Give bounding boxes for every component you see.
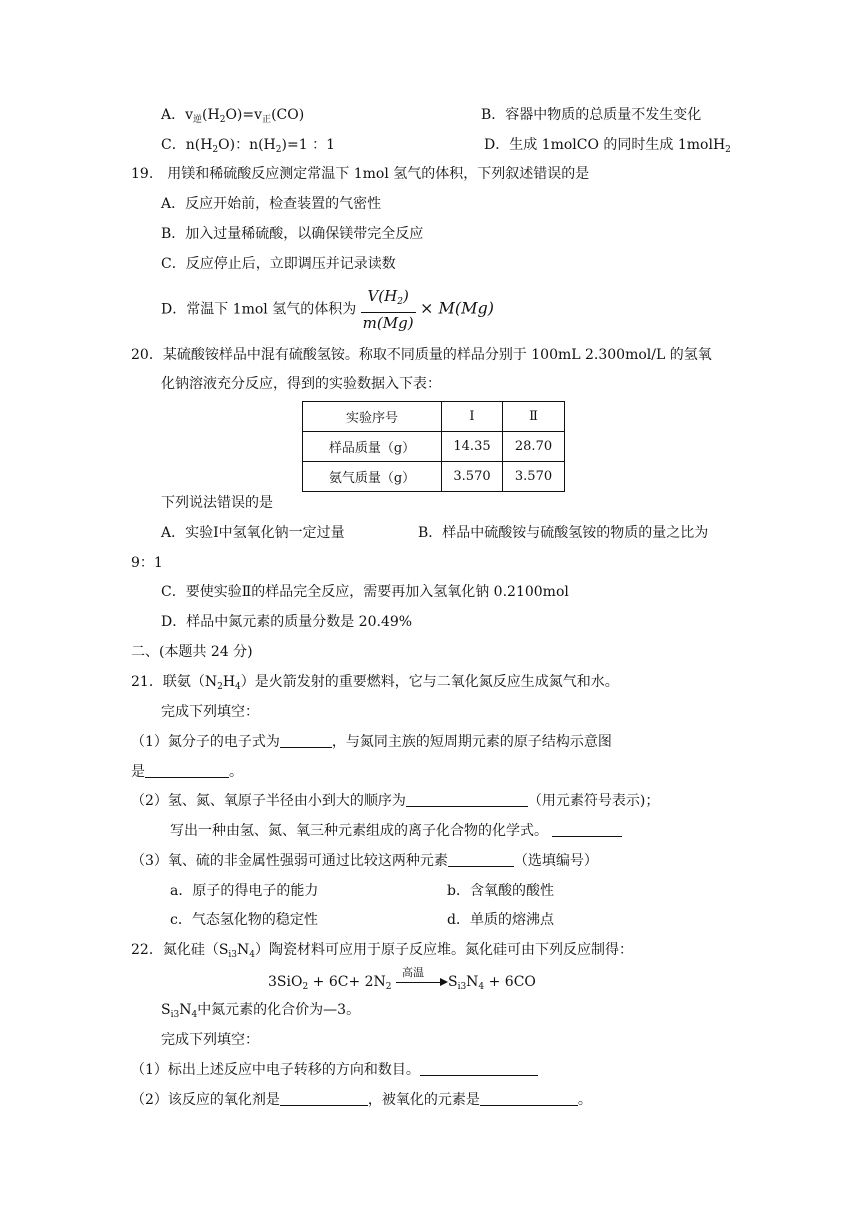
volume-fraction: $\frac{V(H_2)}{m(Mg)}$ xyxy=(362,287,414,332)
q21-stem: 21．联氨$(N_2H_4)$是火箭发射的重要燃料，它与二氧化氮反应生成氮气和水。 xyxy=(131,674,619,692)
answer-blank[interactable] xyxy=(406,792,528,807)
section-heading: 二、(本题共 24 分) xyxy=(131,644,253,660)
q20-option-b: B．样品中硫酸铵与硫酸氢铵的物质的量之比为 xyxy=(418,525,709,541)
q21-part1: （1）氮分子的电子式为 ，与氮同主族的短周期元素的原子结构示意图 xyxy=(131,734,612,750)
answer-blank[interactable] xyxy=(280,1091,368,1106)
experiment-table xyxy=(302,401,565,492)
q22-part1: （1）标出上述反应中电子转移的方向和数目。 xyxy=(131,1060,538,1080)
q22-valence-note: $S_{i3}N_4$中氮元素的化合价为—3。 xyxy=(161,1002,361,1020)
q21-part1-cont: 是 。 xyxy=(131,764,243,780)
q20-stem-line2: 化钠溶液充分反应，得到的实验数据入下表： xyxy=(161,376,441,392)
q20-ask: 下列说法错误的是 xyxy=(161,495,273,511)
q18-option-b: B．容器中物质的总质量不发生变化 xyxy=(481,107,702,123)
table-header-cell: Ⅱ xyxy=(503,402,565,432)
answer-blank[interactable] xyxy=(145,763,229,778)
q20-option-c: C．要使实验Ⅱ的样品完全反应，需要再加入氢氧化钠 0.2100mol xyxy=(161,584,569,600)
q21-option-b: b．含氧酸的酸性 xyxy=(447,883,554,899)
q22-equation: $3SiO_2 + 6C+ 2N_2$ 高温 $S_{i3}N_4 + 6CO$ xyxy=(268,966,536,992)
answer-blank[interactable] xyxy=(552,822,622,837)
q20-option-d: D．样品中氮元素的质量分数是 20.49% xyxy=(161,614,413,630)
q21-part3: （3）氧、硫的非金属性强弱可通过比较这两种元素 （选填编号） xyxy=(131,853,598,869)
q22-stem: 22．氮化硅$(S_{i3}N_4)$陶瓷材料可应用于原子反应堆。氮化硅可由下列反应制得： xyxy=(131,942,633,960)
q21-part2-cont: 写出一种由氢、氮、氧三种元素组成的离子化合物的化学式。 xyxy=(170,821,622,841)
q22-part2: （2）该反应的氧化剂是 ，被氧化的元素是 。 xyxy=(131,1092,592,1108)
q21-fill-instruction: 完成下列填空： xyxy=(161,704,259,720)
q18-option-c: C．$n(H_2O)$：$n(H_2)=1$ ：1 xyxy=(161,137,335,155)
q20-option-b-continued: 9：1 xyxy=(131,555,163,571)
q19-option-a: A．反应开始前，检查装置的气密性 xyxy=(161,196,382,212)
table-cell: 28.70 xyxy=(503,432,565,462)
q19-option-d: D．常温下 1mol 氢气的体积为 $\frac{V(H_2)}{m(Mg)}$ × M(Mg) xyxy=(161,287,494,332)
table-cell: 3.570 xyxy=(503,462,565,492)
table-header-cell: Ⅰ xyxy=(442,402,503,432)
table-header-row xyxy=(303,402,565,432)
q20-stem-line1: 20．某硫酸铵样品中混有硫酸氢铵。称取不同质量的样品分别于 100mL 2.300mol/L 的氢氧 xyxy=(131,347,712,363)
reaction-arrow-icon: 高温 xyxy=(396,970,448,990)
table-row xyxy=(303,462,565,492)
table-row xyxy=(303,432,565,462)
table-cell: 样品质量（g） xyxy=(303,432,442,462)
q19-option-c: C．反应停止后，立即调压并记录读数 xyxy=(161,256,396,272)
answer-blank[interactable] xyxy=(280,733,332,748)
q21-option-a: a．原子的得电子的能力 xyxy=(170,883,319,899)
table-cell: 14.35 xyxy=(442,432,503,462)
table-cell: 氨气质量（g） xyxy=(303,462,442,492)
q21-option-d: d．单质的熔沸点 xyxy=(447,912,554,928)
q20-option-a: A．实验Ⅰ中氢氧化钠一定过量 xyxy=(161,525,345,541)
q21-option-c: c．气态氢化物的稳定性 xyxy=(170,912,318,928)
q21-part2: （2）氢、氮、氧原子半径由小到大的顺序为 （用元素符号表示)； xyxy=(131,793,660,809)
q18-option-a: A．$v_逆(H_2O)=v_正(CO)$ xyxy=(161,107,305,125)
answer-blank[interactable] xyxy=(448,852,514,867)
q22-fill-instruction: 完成下列填空： xyxy=(161,1032,259,1048)
q18-option-d: D．生成 1molCO 的同时生成 1molH$_2$ xyxy=(484,137,731,155)
answer-blank[interactable] xyxy=(480,1091,578,1106)
q19-option-b: B．加入过量稀硫酸，以确保镁带完全反应 xyxy=(161,226,424,242)
table-header-cell: 实验序号 xyxy=(303,402,442,432)
q19-stem: 19. 用镁和稀硫酸反应测定常温下 1mol 氢气的体积，下列叙述错误的是 xyxy=(131,166,590,182)
table-cell: 3.570 xyxy=(442,462,503,492)
answer-blank[interactable] xyxy=(420,1061,538,1076)
